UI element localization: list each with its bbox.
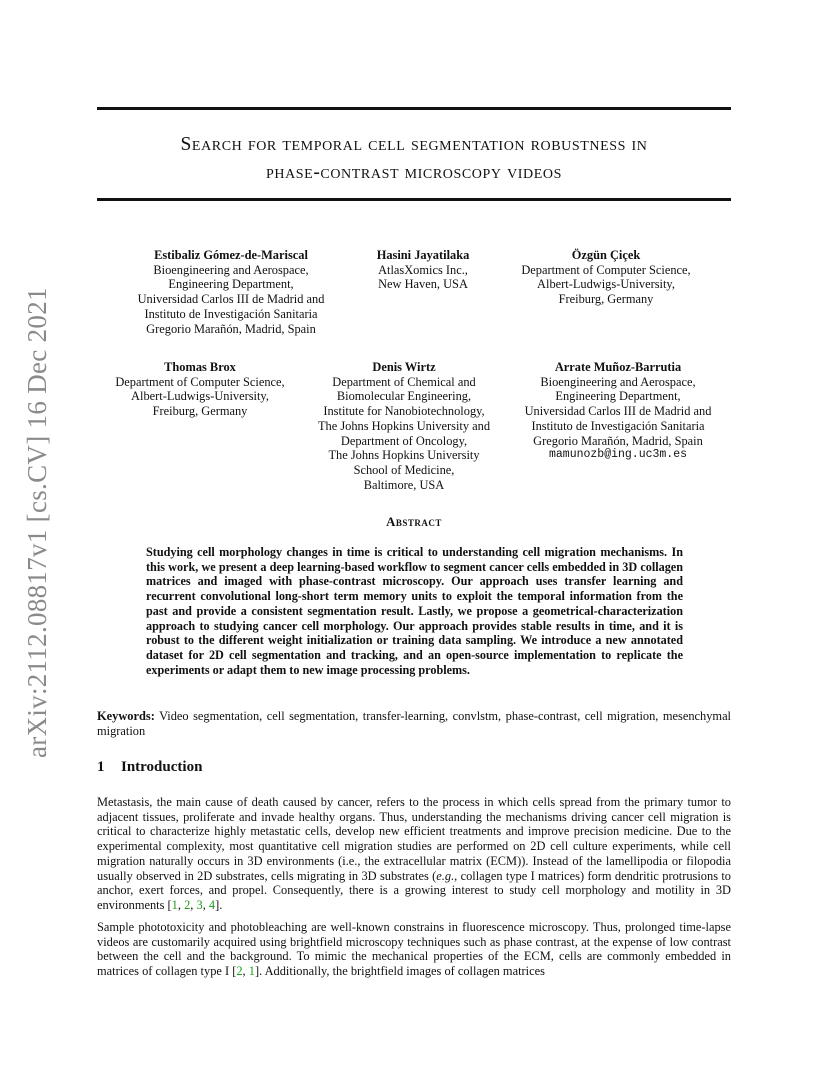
title-rule-bottom bbox=[97, 198, 731, 201]
paragraph-text: Metastasis, the main cause of death caused by cancer, refers to the process in which cells spread from the primary tumor to adjacent tissues, proliferate and invade healthy organs. Thus, understanding the mechanisms driving cancer cell migration is critical to characterize highly metastatic cells, develop new efficient treatments and improve precision medicine. Due to the experimental complexity, most quantitative cell migration studies are performed on 2D cell culture experiments, while cell migration naturally occurs in 3D environments (i.e., the extracellular matrix (ECM)). Instead of the lamellipodia or filopodia usually observed in 2D substrates, cells migrating in 3D substrates ( bbox=[97, 795, 731, 883]
affiliation-line: The Johns Hopkins University bbox=[328, 448, 480, 463]
section-heading bbox=[97, 759, 202, 776]
affiliation-line: Albert-Ludwigs-University, bbox=[537, 277, 675, 292]
affiliation-line: Instituto de Investigación Sanitaria bbox=[531, 418, 705, 433]
affiliation-line: The Johns Hopkins University and bbox=[317, 418, 491, 433]
citation-link[interactable]: 4 bbox=[208, 897, 216, 912]
title-line-2: phase-contrast microscopy videos bbox=[265, 162, 563, 183]
affiliation-line: Bioengineering and Aerospace, bbox=[540, 374, 696, 389]
author-block bbox=[343, 248, 503, 292]
affiliation-line: Instituto de Investigación Sanitaria bbox=[144, 306, 318, 321]
affiliation-line: Department of Chemical and bbox=[332, 374, 476, 389]
author-block bbox=[111, 248, 351, 336]
paragraph-text: , collagen type I matrices) form dendritic protrusions to anchor, exert forces, and propel. Consequently, there is a growing interest to study cell morphology and motility in 3D environments [ bbox=[97, 868, 731, 912]
author-block bbox=[304, 360, 504, 492]
section-number: 1 bbox=[97, 759, 105, 775]
author-name: Denis Wirtz bbox=[372, 360, 436, 374]
affiliation-line: Biomolecular Engineering, bbox=[336, 389, 472, 404]
affiliation-line: Engineering Department, bbox=[168, 277, 294, 292]
affiliation-line: Universidad Carlos III de Madrid and bbox=[524, 404, 712, 419]
paragraph-abbrev: e.g. bbox=[436, 868, 455, 883]
affiliation-line: Institute for Nanobiotechnology, bbox=[323, 404, 485, 419]
affiliation-line: Freiburg, Germany bbox=[558, 292, 654, 307]
author-block bbox=[496, 248, 716, 307]
affiliation-line: Universidad Carlos III de Madrid and bbox=[137, 292, 325, 307]
affiliation-line: Department of Oncology, bbox=[340, 433, 468, 448]
citation-link[interactable]: 1 bbox=[171, 897, 178, 912]
keywords-label: Keywords: bbox=[97, 709, 155, 723]
paragraph-text: ]. Additionally, the brightfield images of collagen matrices bbox=[254, 964, 545, 979]
keywords-text: Video segmentation, cell segmentation, transfer-learning, convlstm, phase-contrast, cell migration, mesenchymal migration bbox=[97, 709, 732, 738]
affiliation-line: New Haven, USA bbox=[378, 277, 468, 292]
abstract-body: Studying cell morphology changes in time is critical to understanding cell migration mechanisms. In this work, we present a deep learning-based workflow to segment cancer cells embedded in 3D collagen matrices and imaged with phase-contrast microscopy. Our approach uses transfer learning and recurrent convolutional long-short term memory units to exploit the temporal information from the past and provide a consistent segmentation result. Lastly, we propose a geometrical-characterization approach to studying cancer cell morphology. Our approach provides stable results in time, and it is robust to the different weight initialization or training data sampling. We introduce a new annotated dataset for 2D cell segmentation and tracking, and an open-source implementation to replicate the experiments or adapt them to new image processing problems. bbox=[146, 545, 683, 677]
author-name: Özgün Çiçek bbox=[571, 248, 641, 262]
affiliation-line: Department of Computer Science, bbox=[521, 262, 691, 277]
affiliation-line: Department of Computer Science, bbox=[115, 374, 285, 389]
author-name: Thomas Brox bbox=[164, 360, 236, 374]
affiliation-line: Bioengineering and Aerospace, bbox=[153, 262, 309, 277]
intro-paragraph-1: Metastasis, the main cause of death caused by cancer, refers to the process in which cells spread from the primary tumor to adjacent tissues, proliferate and invade healthy organs. Thus, understanding the mechanisms driving cancer cell migration is critical to characterize highly metastatic cells, develop new efficient treatments and improve precision medicine. Due to the experimental complexity, most quantitative cell migration studies are performed on 2D cell culture experiments, while cell migration naturally occurs in 3D environments (i.e., the extracellular matrix (ECM)). Instead of the lamellipodia or filopodia usually observed in 2D substrates, cells migrating in 3D substrates (e.g., collagen type I matrices) form dendritic protrusions to anchor, exert forces, and propel. Consequently, there is a growing interest to study cell morphology and motility in 3D environments [1, 2, 3, 4]. bbox=[97, 795, 731, 912]
paragraph-text: Sample phototoxicity and photobleaching are well-known constrains in fluorescence microscopy. Thus, prolonged time-lapse videos are customarily acquired using brightfield microscopy techniques such as phase contrast, at the expense of low contrast between the cell and the background. To mimic the mechanical properties of the ECM, cells are commonly embedded in matrices of collagen type I [ bbox=[97, 920, 731, 979]
citation-link[interactable]: 2 bbox=[184, 897, 191, 912]
intro-paragraph-2: Sample phototoxicity and photobleaching are well-known constrains in fluorescence microscopy. Thus, prolonged time-lapse videos are customarily acquired using brightfield microscopy techniques such as phase contrast, at the expense of low contrast between the cell and the background. To mimic the mechanical properties of the ECM, cells are commonly embedded in matrices of collagen type I [2, 1]. Additionally, the brightfield images of collagen matrices bbox=[97, 920, 731, 979]
paper-title bbox=[97, 131, 731, 187]
affiliation-line: School of Medicine, bbox=[353, 462, 455, 477]
author-name: Estibaliz Gómez-de-Mariscal bbox=[154, 248, 308, 262]
author-name: Arrate Muñoz-Barrutia bbox=[554, 360, 682, 374]
affiliation-line: Gregorio Marañón, Madrid, Spain bbox=[146, 321, 316, 336]
affiliation-line: Engineering Department, bbox=[555, 389, 681, 404]
affiliation-line: Albert-Ludwigs-University, bbox=[131, 389, 269, 404]
abstract-heading: Abstract bbox=[386, 515, 442, 529]
author-email[interactable]: mamunozb@ing.uc3m.es bbox=[548, 448, 688, 462]
affiliation-line: Gregorio Marañón, Madrid, Spain bbox=[533, 433, 703, 448]
title-line-1: Search for temporal cell segmentation robustness in bbox=[180, 134, 648, 155]
paragraph-text: ]. bbox=[215, 897, 223, 912]
section-title: Introduction bbox=[121, 759, 203, 775]
affiliation-line: Baltimore, USA bbox=[363, 477, 445, 492]
author-name: Hasini Jayatilaka bbox=[376, 248, 470, 262]
affiliation-line: Freiburg, Germany bbox=[152, 404, 248, 419]
author-block bbox=[100, 360, 300, 419]
author-block bbox=[508, 360, 728, 463]
citation-link[interactable]: 2 bbox=[236, 964, 243, 979]
title-rule-top bbox=[97, 107, 731, 110]
citation-link[interactable]: 3 bbox=[196, 897, 203, 912]
affiliation-line: AtlasXomics Inc., bbox=[378, 262, 468, 277]
arxiv-stamp: arXiv:2112.08817v1 [cs.CV] 16 Dec 2021 bbox=[22, 287, 52, 758]
citation-link[interactable]: 1 bbox=[248, 964, 255, 979]
keywords bbox=[97, 709, 731, 738]
